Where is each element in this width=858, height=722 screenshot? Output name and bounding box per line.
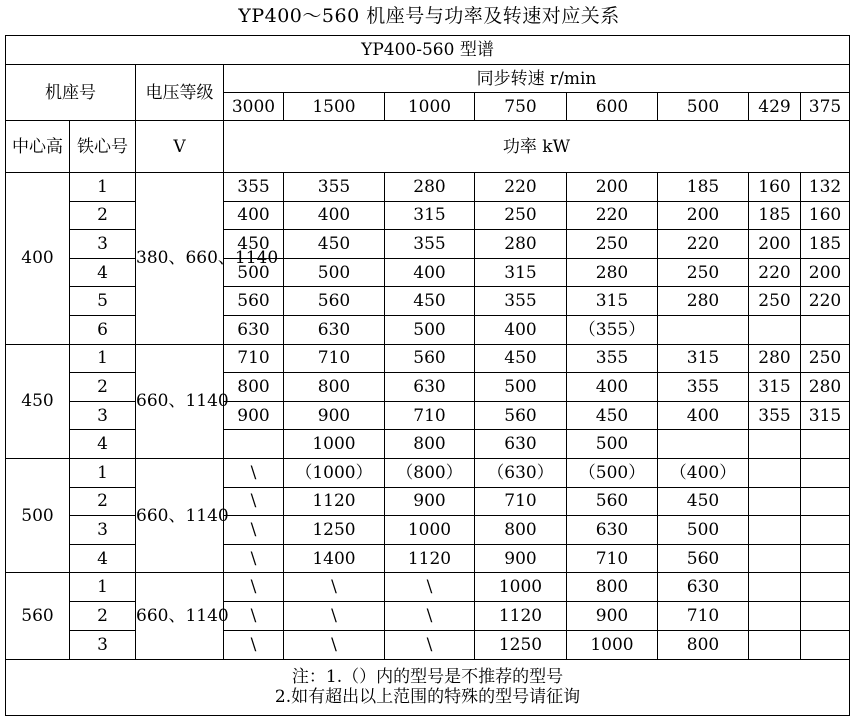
power-cell: 800 — [284, 373, 385, 402]
power-cell: 200 — [749, 230, 801, 259]
frame-number-cell: 400 — [6, 173, 70, 345]
power-cell: \ — [224, 458, 284, 487]
core-number-cell: 1 — [70, 344, 136, 373]
power-cell: 500 — [658, 516, 749, 545]
speed-header: 同步转速 r/min — [224, 65, 850, 93]
core-number-cell: 3 — [70, 630, 136, 659]
power-header: 功率 kW — [224, 121, 850, 173]
power-cell: \ — [224, 487, 284, 516]
power-cell: 630 — [658, 573, 749, 602]
core-number-cell: 4 — [70, 430, 136, 459]
power-cell: \ — [284, 573, 385, 602]
power-cell: 710 — [385, 401, 475, 430]
power-cell: \ — [224, 630, 284, 659]
power-cell: \ — [224, 573, 284, 602]
power-cell: 800 — [658, 630, 749, 659]
power-cell: 1400 — [284, 544, 385, 573]
voltage-header: 电压等级 — [136, 65, 224, 121]
speed-value: 429 — [749, 93, 801, 121]
core-number-cell: 3 — [70, 516, 136, 545]
power-cell: 500 — [284, 258, 385, 287]
core-number-cell: 3 — [70, 230, 136, 259]
power-cell — [749, 458, 801, 487]
power-cell: 1000 — [284, 430, 385, 459]
speed-value: 600 — [567, 93, 658, 121]
power-cell: 400 — [658, 401, 749, 430]
power-cell: \ — [284, 602, 385, 631]
power-cell: 355 — [284, 173, 385, 202]
power-cell: 560 — [385, 344, 475, 373]
power-cell — [801, 630, 850, 659]
core-number-cell: 2 — [70, 201, 136, 230]
power-cell: 280 — [475, 230, 567, 259]
power-cell — [801, 487, 850, 516]
frame-header: 机座号 — [6, 65, 136, 121]
power-cell: 280 — [749, 344, 801, 373]
power-cell: 250 — [658, 258, 749, 287]
power-cell: 560 — [475, 401, 567, 430]
power-cell: 355 — [224, 173, 284, 202]
power-cell: 132 — [801, 173, 850, 202]
power-cell: 560 — [567, 487, 658, 516]
power-cell: 710 — [475, 487, 567, 516]
speed-value: 1500 — [284, 93, 385, 121]
core-number-cell: 1 — [70, 173, 136, 202]
power-cell: 450 — [385, 287, 475, 316]
frame-number-cell: 560 — [6, 573, 70, 659]
power-cell — [749, 430, 801, 459]
power-cell: 315 — [749, 373, 801, 402]
power-cell: 185 — [749, 201, 801, 230]
power-cell: 315 — [801, 401, 850, 430]
power-cell — [749, 516, 801, 545]
table-row — [6, 516, 850, 545]
power-cell — [658, 315, 749, 344]
power-cell — [749, 630, 801, 659]
power-cell: 355 — [567, 344, 658, 373]
power-cell: 400 — [475, 315, 567, 344]
power-cell: 200 — [801, 258, 850, 287]
note-line: 2.如有超出以上范围的特殊的型号请征询 — [274, 687, 581, 708]
power-cell: 710 — [658, 602, 749, 631]
power-cell: 200 — [658, 201, 749, 230]
power-cell: 1250 — [475, 630, 567, 659]
core-number-cell: 2 — [70, 602, 136, 631]
power-cell: 220 — [658, 230, 749, 259]
power-cell: \ — [385, 573, 475, 602]
power-cell: \ — [224, 516, 284, 545]
power-cell — [801, 516, 850, 545]
notes-cell — [6, 659, 850, 715]
power-cell: 1000 — [567, 630, 658, 659]
power-cell: 630 — [567, 516, 658, 545]
table-row — [6, 287, 850, 316]
power-cell: \ — [224, 602, 284, 631]
power-cell: 500 — [385, 315, 475, 344]
center-height-header: 中心高 — [6, 121, 70, 173]
power-cell: 185 — [658, 173, 749, 202]
power-cell: 800 — [567, 573, 658, 602]
power-cell — [801, 573, 850, 602]
power-cell: （1000） — [284, 458, 385, 487]
table-row — [6, 401, 850, 430]
power-cell — [658, 430, 749, 459]
page-title: YP400～560 机座号与功率及转速对应关系 — [238, 5, 620, 27]
power-cell — [749, 573, 801, 602]
power-cell: 1120 — [475, 602, 567, 631]
series-header: YP400-560 型谱 — [6, 36, 850, 65]
power-cell: \ — [224, 544, 284, 573]
frame-power-speed-table — [5, 35, 850, 716]
speed-value: 375 — [801, 93, 850, 121]
power-cell: 355 — [385, 230, 475, 259]
core-number-cell: 5 — [70, 287, 136, 316]
power-cell: 900 — [224, 401, 284, 430]
power-cell: 900 — [475, 544, 567, 573]
power-cell: 500 — [475, 373, 567, 402]
power-cell — [224, 430, 284, 459]
power-cell: 250 — [801, 344, 850, 373]
core-number-cell: 2 — [70, 487, 136, 516]
table-row — [6, 258, 850, 287]
power-cell: 630 — [385, 373, 475, 402]
power-cell: 560 — [224, 287, 284, 316]
power-cell — [801, 315, 850, 344]
power-cell: 220 — [749, 258, 801, 287]
power-cell: （400） — [658, 458, 749, 487]
power-cell: （355） — [567, 315, 658, 344]
table-row — [6, 230, 850, 259]
power-cell: 200 — [567, 173, 658, 202]
power-cell — [749, 544, 801, 573]
power-cell: 280 — [385, 173, 475, 202]
speed-value: 750 — [475, 93, 567, 121]
frame-number-cell: 450 — [6, 344, 70, 458]
frame-number-cell: 500 — [6, 458, 70, 572]
power-cell: 710 — [567, 544, 658, 573]
power-cell: 450 — [284, 230, 385, 259]
power-cell: 160 — [801, 201, 850, 230]
power-cell: 1000 — [475, 573, 567, 602]
power-cell: 1250 — [284, 516, 385, 545]
power-cell: 1120 — [385, 544, 475, 573]
power-cell: 900 — [567, 602, 658, 631]
power-cell: 900 — [385, 487, 475, 516]
voltage-cell: 380、660、1140 — [136, 173, 224, 345]
power-cell: 250 — [749, 287, 801, 316]
core-number-cell: 4 — [70, 258, 136, 287]
power-cell: 1000 — [385, 516, 475, 545]
power-cell: 355 — [749, 401, 801, 430]
power-cell: 500 — [224, 258, 284, 287]
power-cell: 1120 — [284, 487, 385, 516]
core-number-cell: 1 — [70, 458, 136, 487]
power-cell: 315 — [385, 201, 475, 230]
power-cell: 160 — [749, 173, 801, 202]
table-row — [6, 201, 850, 230]
voltage-cell: 660、1140 — [136, 573, 224, 659]
table-row — [6, 544, 850, 573]
power-cell: 560 — [658, 544, 749, 573]
speed-value: 3000 — [224, 93, 284, 121]
power-cell: 280 — [801, 373, 850, 402]
table-row — [6, 173, 850, 202]
power-cell: 250 — [567, 230, 658, 259]
power-cell: （500） — [567, 458, 658, 487]
table-row — [6, 602, 850, 631]
power-cell: \ — [385, 602, 475, 631]
power-cell: （800） — [385, 458, 475, 487]
table-row — [6, 487, 850, 516]
power-cell — [801, 458, 850, 487]
power-cell: \ — [385, 630, 475, 659]
core-number-cell: 2 — [70, 373, 136, 402]
power-cell: 710 — [224, 344, 284, 373]
power-cell: 400 — [567, 373, 658, 402]
power-cell: 185 — [801, 230, 850, 259]
core-number-cell: 6 — [70, 315, 136, 344]
core-number-cell: 1 — [70, 573, 136, 602]
voltage-cell: 660、1140 — [136, 458, 224, 572]
power-cell: 355 — [658, 373, 749, 402]
power-cell: 800 — [385, 430, 475, 459]
power-cell: 315 — [658, 344, 749, 373]
speed-value: 1000 — [385, 93, 475, 121]
power-cell: 800 — [475, 516, 567, 545]
power-cell — [749, 315, 801, 344]
power-cell — [801, 544, 850, 573]
table-body — [6, 36, 850, 716]
power-cell: 400 — [284, 201, 385, 230]
power-cell: 220 — [801, 287, 850, 316]
power-cell: 800 — [224, 373, 284, 402]
power-cell: 250 — [475, 201, 567, 230]
table-row — [6, 430, 850, 459]
power-cell: 630 — [284, 315, 385, 344]
table-row — [6, 573, 850, 602]
power-cell: 560 — [284, 287, 385, 316]
power-cell: 280 — [658, 287, 749, 316]
power-cell — [749, 602, 801, 631]
note-line: 注：1.（）内的型号是不推荐的型号 — [291, 667, 564, 688]
power-cell: \ — [284, 630, 385, 659]
power-cell: 220 — [567, 201, 658, 230]
power-cell: 400 — [224, 201, 284, 230]
power-cell: 280 — [567, 258, 658, 287]
power-cell: （630） — [475, 458, 567, 487]
power-cell: 500 — [567, 430, 658, 459]
power-cell: 450 — [658, 487, 749, 516]
power-cell: 315 — [475, 258, 567, 287]
core-header: 铁心号 — [70, 121, 136, 173]
table-row — [6, 344, 850, 373]
power-cell: 450 — [567, 401, 658, 430]
speed-value: 500 — [658, 93, 749, 121]
core-number-cell: 4 — [70, 544, 136, 573]
power-cell: 220 — [475, 173, 567, 202]
table-row — [6, 630, 850, 659]
power-cell: 900 — [284, 401, 385, 430]
power-cell: 630 — [475, 430, 567, 459]
voltage-unit: V — [136, 121, 224, 173]
power-cell: 710 — [284, 344, 385, 373]
notes-row — [6, 659, 850, 715]
table-row — [6, 315, 850, 344]
core-number-cell: 3 — [70, 401, 136, 430]
power-cell — [749, 487, 801, 516]
table-row — [6, 458, 850, 487]
power-cell: 400 — [385, 258, 475, 287]
power-cell: 450 — [224, 230, 284, 259]
voltage-cell: 660、1140 — [136, 344, 224, 458]
power-cell — [801, 602, 850, 631]
table-row — [6, 373, 850, 402]
power-cell: 450 — [475, 344, 567, 373]
power-cell: 315 — [567, 287, 658, 316]
power-cell — [801, 430, 850, 459]
power-cell: 355 — [475, 287, 567, 316]
power-cell: 630 — [224, 315, 284, 344]
